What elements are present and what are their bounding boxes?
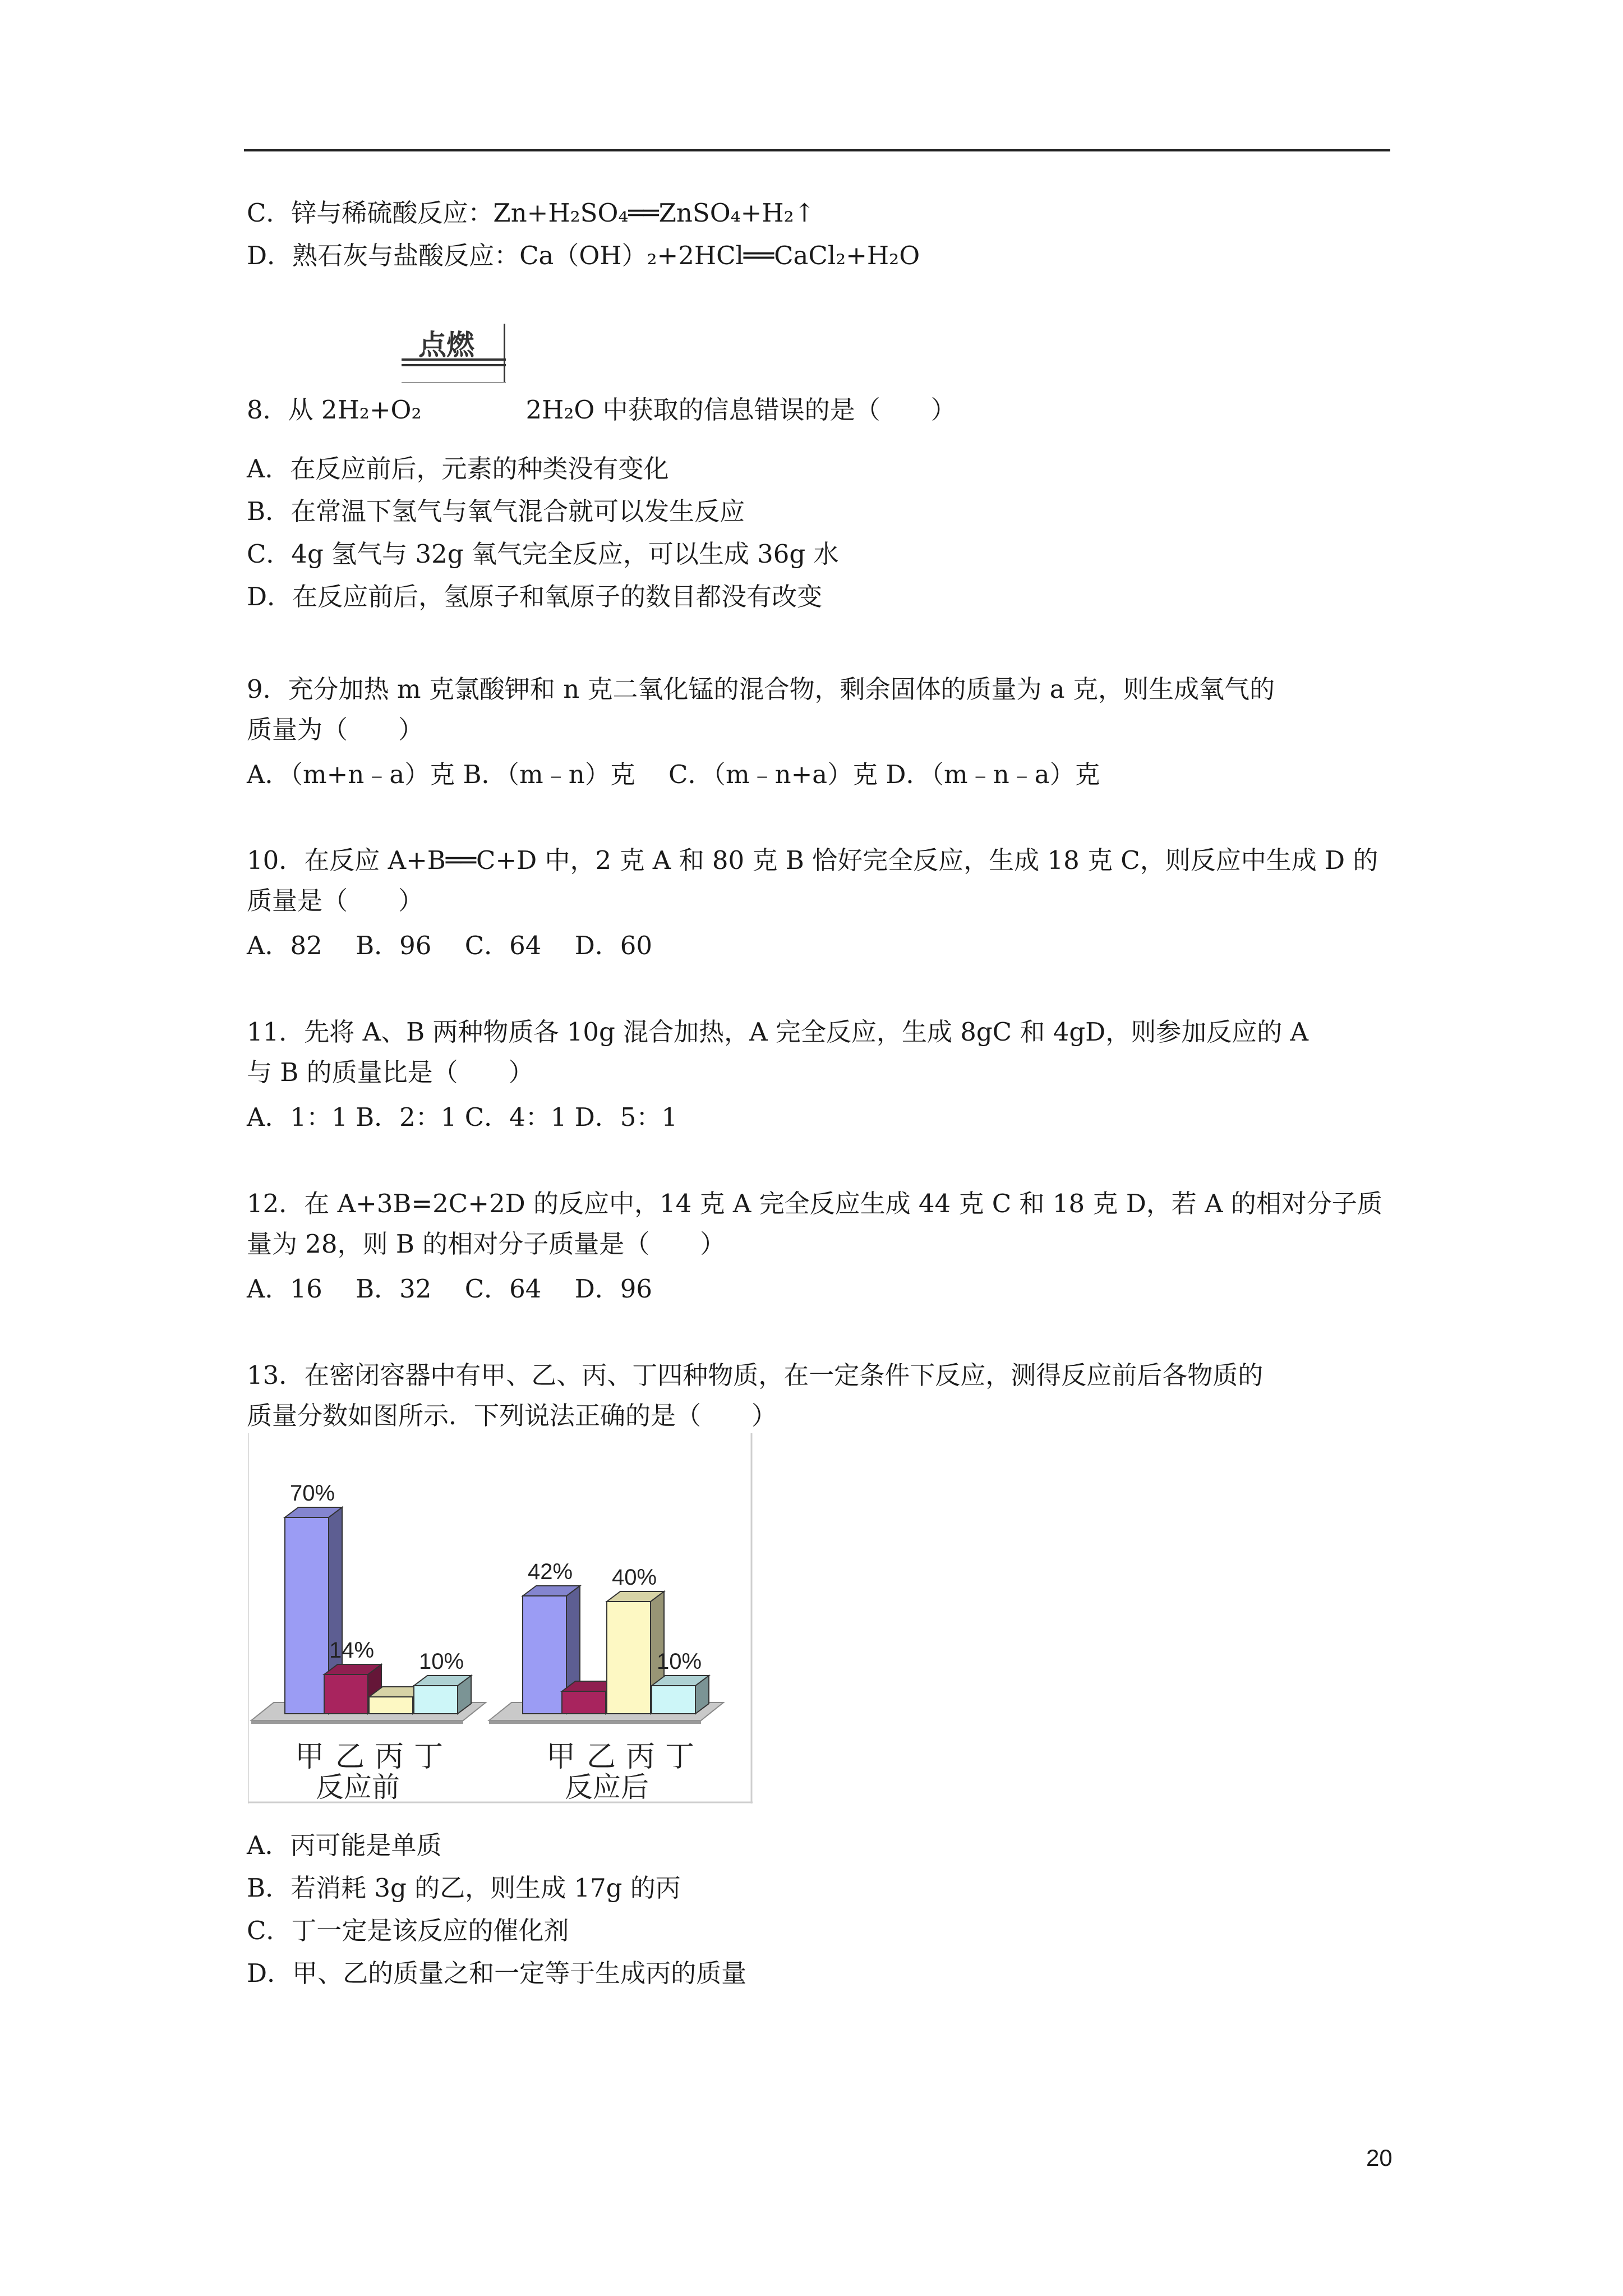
bar-label-2-甲: 42% — [527, 1559, 573, 1584]
bar-2-甲 — [523, 1596, 566, 1714]
q8-option-c[interactable]: C．4g 氢气与 32g 氧气完全反应，可以生成 36g 水 — [247, 539, 839, 569]
group-label-2: 反应后 — [565, 1771, 649, 1803]
q11-stem-line1: 11．先将 A、B 两种物质各 10g 混合加热，A 完全反应，生成 8gC 和 4gD，则参加反应的 A — [247, 1017, 1309, 1047]
bar-label-1-乙: 14% — [329, 1638, 375, 1663]
bar-1-丁 — [414, 1686, 458, 1714]
bar-label-1-丁: 10% — [418, 1649, 464, 1674]
bar-2-乙 — [562, 1691, 606, 1714]
reaction-condition — [402, 323, 506, 383]
chart-floor-edge-2 — [489, 1720, 701, 1724]
category-label-2-乙: 乙 — [587, 1740, 616, 1774]
q9-options[interactable]: A．（m+n﹣a）克 B．（m﹣n）克 C．（m﹣n+a）克 D．（m﹣n﹣a）克 — [247, 760, 1100, 789]
header-rule — [244, 149, 1390, 151]
q8-option-b[interactable]: B．在常温下氢气与氧气混合就可以发生反应 — [247, 496, 745, 526]
q8-option-d[interactable]: D．在反应前后，氢原子和氧原子的数目都没有改变 — [247, 582, 823, 611]
bar-label-2-丙: 40% — [611, 1565, 657, 1590]
q10-stem-line2: 质量是（ ） — [247, 886, 424, 915]
category-label-2-丁: 丁 — [665, 1740, 695, 1774]
q12-stem-line2: 量为 28，则 B 的相对分子质量是（ ） — [247, 1229, 726, 1259]
q13-option-d[interactable]: D．甲、乙的质量之和一定等于生成丙的质量 — [247, 1958, 747, 1988]
q8-stem-post: 2H₂O 中获取的信息错误的是（ ） — [525, 395, 956, 425]
q11-stem-line2: 与 B 的质量比是（ ） — [247, 1057, 534, 1087]
group-label-1: 反应前 — [316, 1771, 400, 1803]
category-label-2-丙: 丙 — [626, 1740, 656, 1774]
q8-stem — [247, 394, 956, 426]
condition-label: 点燃 — [418, 329, 474, 361]
q10-options[interactable]: A．82 B．96 C．64 D．60 — [247, 931, 653, 960]
q12-stem-line1: 12．在 A+3B=2C+2D 的反应中，14 克 A 完全反应生成 44 克 C 和 18 克 D，若 A 的相对分子质 — [247, 1189, 1382, 1218]
q13-option-b[interactable]: B．若消耗 3g 的乙，则生成 17g 的丙 — [247, 1873, 681, 1903]
prev-option-d[interactable]: D．熟石灰与盐酸反应：Ca（OH）₂+2HCl══CaCl₂+H₂O — [247, 241, 920, 270]
q13-option-a[interactable]: A．丙可能是单质 — [247, 1830, 442, 1860]
category-label-1-丁: 丁 — [414, 1740, 444, 1774]
bar-label-2-丁: 10% — [656, 1649, 702, 1674]
q9-stem-line1: 9．充分加热 m 克氯酸钾和 n 克二氧化锰的混合物，剩余固体的质量为 a 克，则生成氧气的 — [247, 674, 1275, 704]
q8-option-a[interactable]: A．在反应前后，元素的种类没有变化 — [247, 454, 669, 484]
chart-floor-edge-1 — [251, 1720, 463, 1724]
q12-options[interactable]: A．16 B．32 C．64 D．96 — [247, 1274, 653, 1304]
category-label-1-乙: 乙 — [335, 1740, 365, 1774]
category-label-1-甲: 甲 — [295, 1740, 325, 1774]
q13-stem-line1: 13．在密闭容器中有甲、乙、丙、丁四种物质，在一定条件下反应，测得反应前后各物质的 — [247, 1360, 1264, 1390]
bar-label-1-甲: 70% — [289, 1481, 335, 1506]
q11-options[interactable]: A．1：1 B．2：1 C．4：1 D．5：1 — [247, 1102, 678, 1132]
bar-1-乙 — [324, 1674, 368, 1714]
bar-1-丙 — [369, 1697, 413, 1714]
q13-option-c[interactable]: C．丁一定是该反应的催化剂 — [247, 1916, 569, 1945]
mass-fraction-chart — [248, 1433, 753, 1803]
q10-stem-line1: 10．在反应 A+B══C+D 中，2 克 A 和 80 克 B 恰好完全反应，生成 18 克 C，则反应中生成 D 的 — [247, 845, 1378, 875]
page-number: 20 — [1366, 2145, 1393, 2171]
bar-2-丙 — [607, 1602, 651, 1714]
bar-2-丁 — [652, 1686, 695, 1714]
prev-option-c[interactable]: C．锌与稀硫酸反应：Zn+H₂SO₄══ZnSO₄+H₂↑ — [247, 198, 815, 228]
category-label-1-丙: 丙 — [375, 1740, 404, 1774]
bar-1-甲 — [285, 1517, 329, 1714]
category-label-2-甲: 甲 — [546, 1740, 576, 1774]
q9-stem-line2: 质量为（ ） — [247, 715, 424, 744]
q13-stem-line2: 质量分数如图所示．下列说法正确的是（ ） — [247, 1401, 777, 1430]
q8-stem-pre: 8．从 2H₂+O₂ — [247, 395, 422, 425]
